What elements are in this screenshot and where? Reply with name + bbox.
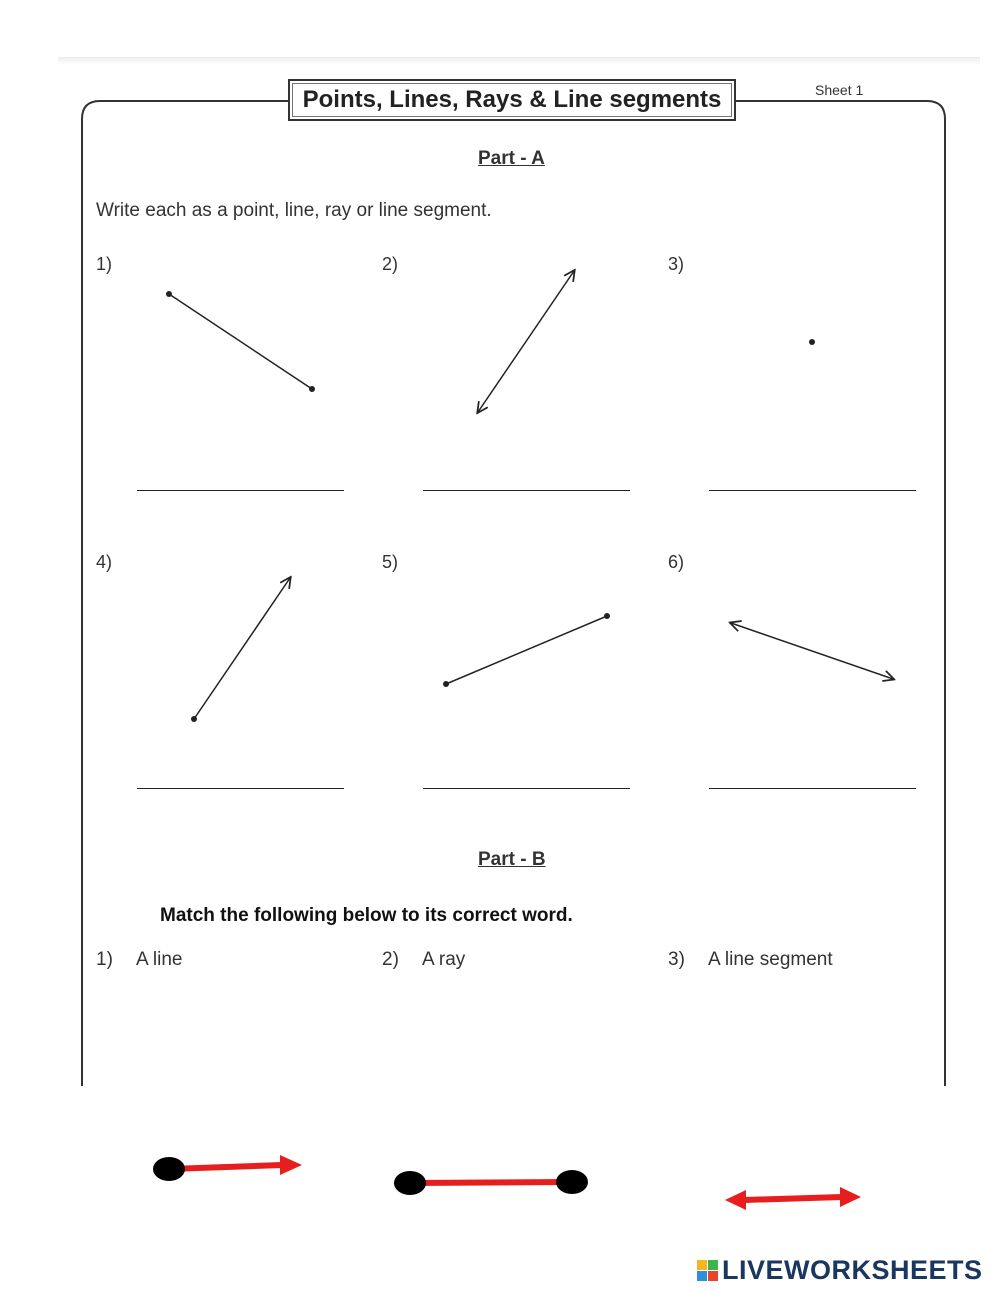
sheet-label: Sheet 1 — [815, 82, 864, 98]
figure-4-ray — [191, 578, 290, 722]
match-number: 3) — [668, 949, 685, 970]
endpoint-dot — [191, 716, 197, 722]
answer-input-3[interactable] — [709, 490, 916, 491]
item-number: 6) — [668, 552, 685, 572]
answer-input-1[interactable] — [137, 490, 344, 491]
match-target-line-segment[interactable] — [668, 949, 833, 971]
figure-1-line-segment — [166, 291, 315, 392]
logo-blocks-icon — [697, 1260, 718, 1281]
endpoint-dot — [604, 613, 610, 619]
answer-input-6[interactable] — [709, 788, 916, 789]
frame-left-border — [82, 101, 288, 1086]
figure-2-line — [478, 271, 574, 412]
match-figure-line[interactable] — [725, 1187, 861, 1210]
match-target-line[interactable] — [96, 949, 182, 971]
match-target-ray[interactable] — [382, 949, 465, 971]
answer-input-2[interactable] — [423, 490, 630, 491]
item-number: 5) — [382, 552, 399, 572]
frame-right-border — [736, 101, 945, 1086]
figure-5-line-segment — [443, 613, 610, 687]
logo-text: LIVEWORKSHEETS — [722, 1255, 983, 1285]
match-number: 1) — [96, 949, 113, 970]
item-number: 3) — [668, 254, 685, 274]
match-figure-line-segment[interactable] — [394, 1170, 588, 1195]
figure-6-line — [731, 623, 893, 679]
answer-input-5[interactable] — [423, 788, 630, 789]
part-a-instruction: Write each as a point, line, ray or line segment. — [96, 200, 492, 221]
match-label: A line segment — [708, 949, 833, 970]
item-number: 4) — [96, 552, 113, 572]
answer-input-4[interactable] — [137, 788, 344, 789]
worksheet-title: Points, Lines, Rays & Line segments — [288, 79, 736, 121]
figure-3-point — [809, 339, 815, 345]
endpoint-dot — [166, 291, 172, 297]
endpoint-dot — [443, 681, 449, 687]
part-b-heading: Part - B — [478, 849, 546, 870]
item-number: 2) — [382, 254, 399, 274]
endpoint-dot — [309, 386, 315, 392]
match-label: A ray — [422, 949, 466, 970]
match-label: A line — [136, 949, 183, 970]
part-b-instruction: Match the following below to its correct word. — [160, 905, 573, 926]
item-number: 1) — [96, 254, 113, 274]
match-figure-ray[interactable] — [153, 1155, 302, 1181]
match-number: 2) — [382, 949, 399, 970]
point-dot — [809, 339, 815, 345]
liveworksheets-logo[interactable] — [697, 1255, 983, 1286]
part-a-heading: Part - A — [478, 148, 545, 169]
